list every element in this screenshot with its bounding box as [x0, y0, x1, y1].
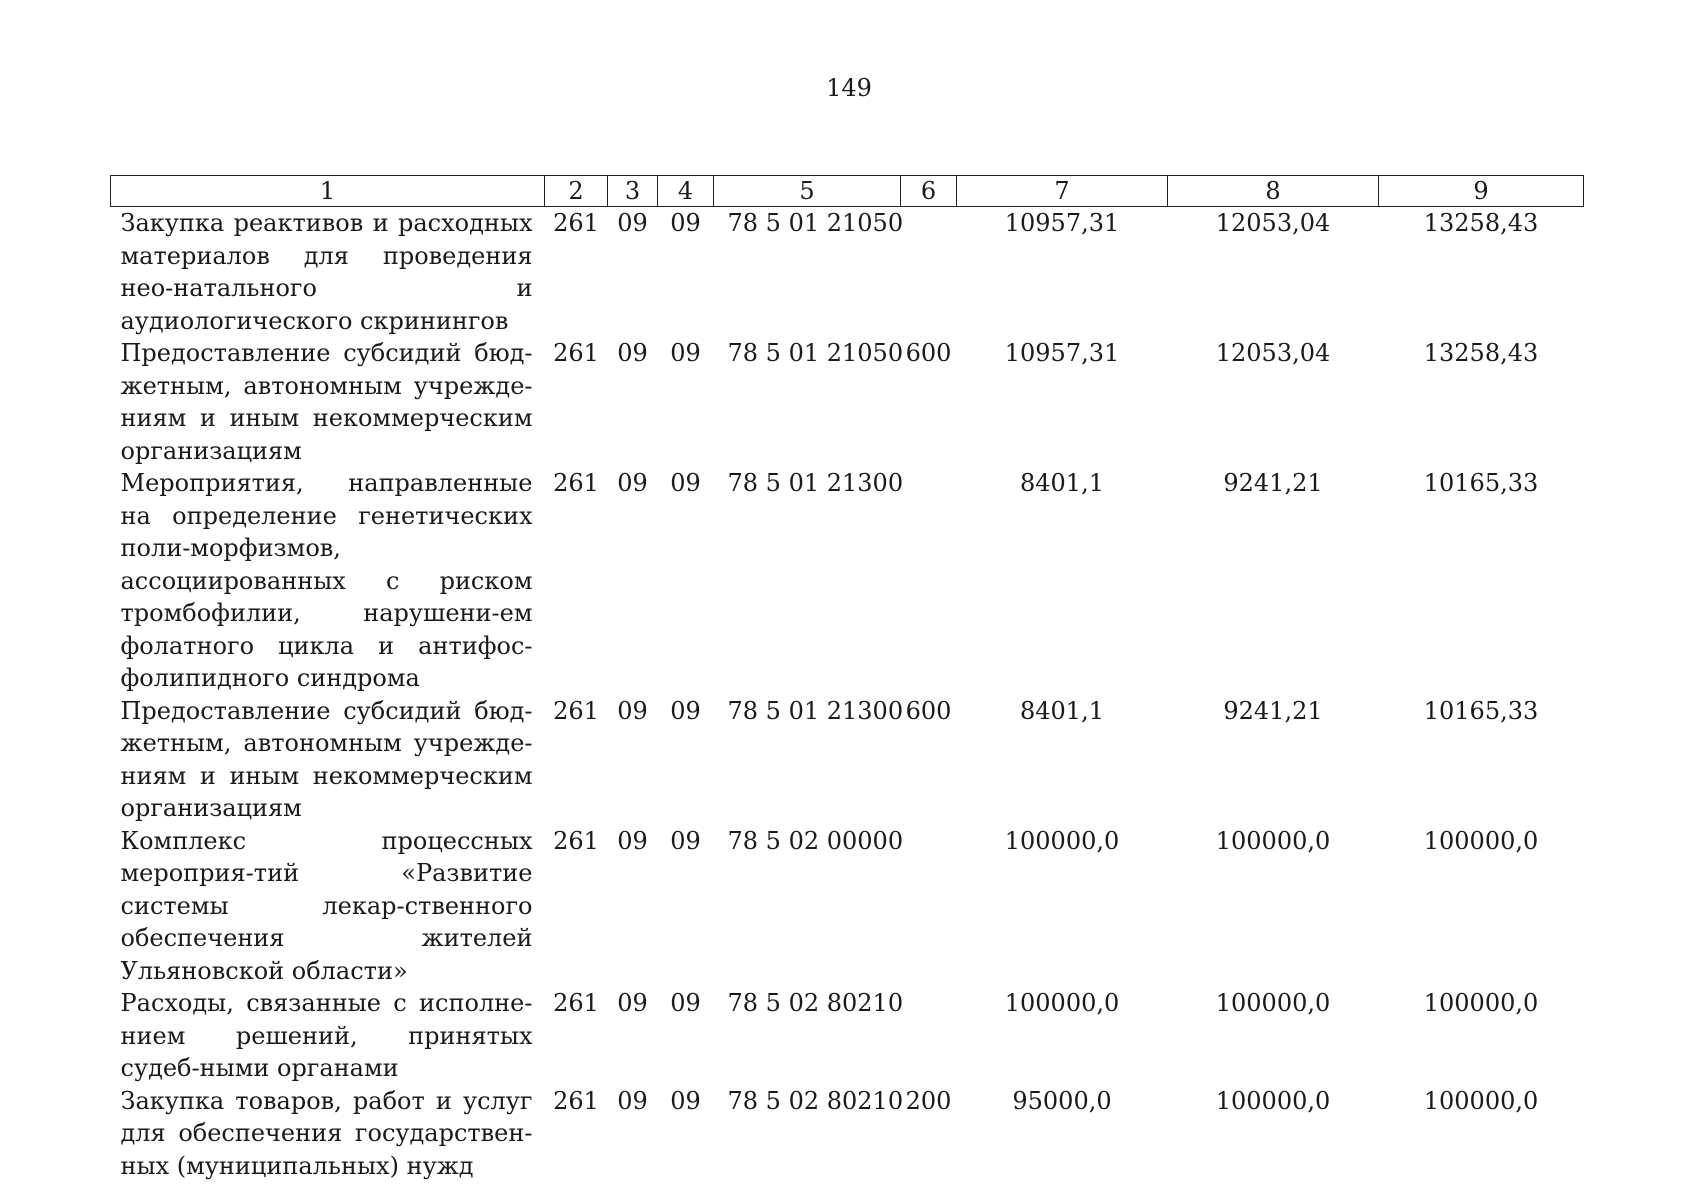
row-col-4: 09 [670, 469, 701, 497]
header-cell-2: 2 [545, 176, 608, 207]
row-col-7: 100000,0 [1004, 826, 1120, 855]
header-cell-1: 1 [111, 176, 545, 207]
row-description: Закупка товаров, работ и услуг для обеспечения государствен-ных (муниципальных) нужд [120, 1086, 533, 1180]
row-description: Комплекс процессных мероприя-тий «Развитие системы лекар-ственного обеспечения жителей Ульяновской области» [120, 826, 533, 985]
row-col-7: 95000,0 [1012, 1086, 1112, 1115]
row-col-6 [901, 207, 957, 338]
table-row [111, 825, 1584, 988]
row-col-8: 9241,21 [1223, 469, 1323, 497]
row-col-9: 100000,0 [1423, 826, 1539, 855]
header-cell-4: 4 [658, 176, 714, 207]
header-cell-3: 3 [608, 176, 658, 207]
row-col-4: 09 [670, 209, 701, 237]
row-col-7: 8401,1 [1020, 696, 1104, 725]
row-description: Закупка реактивов и расходных материалов для проведения нео-натального и аудиологического скринингов [120, 209, 533, 335]
row-col-6 [901, 467, 957, 695]
row-col-9: 10165,33 [1423, 469, 1539, 497]
row-col-8: 12053,04 [1215, 339, 1331, 367]
row-col-9: 13258,43 [1423, 209, 1539, 237]
table-row [111, 1085, 1584, 1183]
row-col-5: 78 5 02 00000 [727, 826, 904, 855]
row-col-6: 600 [905, 696, 952, 725]
table-row [111, 337, 1584, 467]
header-cell-9: 9 [1379, 176, 1584, 207]
row-col-7: 8401,1 [1020, 469, 1104, 497]
row-col-9: 13258,43 [1423, 339, 1539, 367]
table-row [111, 467, 1584, 695]
row-col-2: 261 [553, 696, 599, 725]
row-col-5: 78 5 01 21300 [727, 469, 904, 497]
row-description: Расходы, связанные с исполне-нием решений, принятых судеб-ными органами [120, 989, 533, 1082]
row-col-9: 10165,33 [1423, 696, 1539, 725]
budget-table [110, 175, 1584, 1182]
header-cell-7: 7 [957, 176, 1168, 207]
row-col-7: 100000,0 [1004, 989, 1120, 1017]
row-col-5: 78 5 02 80210 [727, 1086, 904, 1115]
row-col-4: 09 [670, 339, 701, 367]
row-col-7: 10957,31 [1004, 339, 1120, 367]
header-cell-8: 8 [1168, 176, 1379, 207]
row-description: Предоставление субсидий бюд-жетным, автономным учрежде-ниям и иным некоммерческим организациям [120, 339, 533, 465]
row-col-3: 09 [617, 826, 648, 855]
row-col-2: 261 [553, 469, 599, 497]
row-col-4: 09 [670, 696, 701, 725]
header-cell-6: 6 [901, 176, 957, 207]
row-col-4: 09 [670, 989, 701, 1017]
row-col-9: 100000,0 [1423, 989, 1539, 1017]
row-col-6: 200 [905, 1086, 952, 1115]
row-col-2: 261 [553, 826, 599, 855]
row-col-2: 261 [553, 1086, 599, 1115]
table-row [111, 695, 1584, 825]
row-col-7: 10957,31 [1004, 209, 1120, 237]
row-col-8: 100000,0 [1215, 989, 1331, 1017]
row-col-4: 09 [670, 1086, 701, 1115]
row-col-5: 78 5 01 21050 [727, 339, 904, 367]
table-body [111, 207, 1584, 1183]
row-col-5: 78 5 02 80210 [727, 989, 904, 1017]
row-col-6 [901, 987, 957, 1085]
row-description: Предоставление субсидий бюд-жетным, автономным учрежде-ниям и иным некоммерческим организациям [120, 696, 533, 822]
row-description: Мероприятия, направленные на определение генетических поли-морфизмов, ассоциированных с риском тромбофилии, нарушени-ем фолатного цикла и антифос-фолипидного синдрома [120, 469, 533, 692]
row-col-2: 261 [553, 339, 599, 367]
row-col-3: 09 [617, 469, 648, 497]
row-col-3: 09 [617, 209, 648, 237]
row-col-3: 09 [617, 696, 648, 725]
row-col-3: 09 [617, 989, 648, 1017]
row-col-3: 09 [617, 339, 648, 367]
row-col-8: 9241,21 [1223, 696, 1323, 725]
row-col-8: 12053,04 [1215, 209, 1331, 237]
table-row [111, 987, 1584, 1085]
row-col-6: 600 [905, 339, 952, 367]
row-col-8: 100000,0 [1215, 1086, 1331, 1115]
table-header [111, 176, 1584, 207]
row-col-2: 261 [553, 989, 599, 1017]
row-col-2: 261 [553, 209, 599, 237]
row-col-9: 100000,0 [1423, 1086, 1539, 1115]
row-col-8: 100000,0 [1215, 826, 1331, 855]
row-col-5: 78 5 01 21300 [727, 696, 904, 725]
row-col-4: 09 [670, 826, 701, 855]
page-number: 149 [826, 74, 872, 102]
header-cell-5: 5 [714, 176, 901, 207]
row-col-5: 78 5 01 21050 [727, 209, 904, 237]
table-row [111, 207, 1584, 338]
header-row [111, 176, 1584, 207]
row-col-6 [901, 825, 957, 988]
row-col-3: 09 [617, 1086, 648, 1115]
